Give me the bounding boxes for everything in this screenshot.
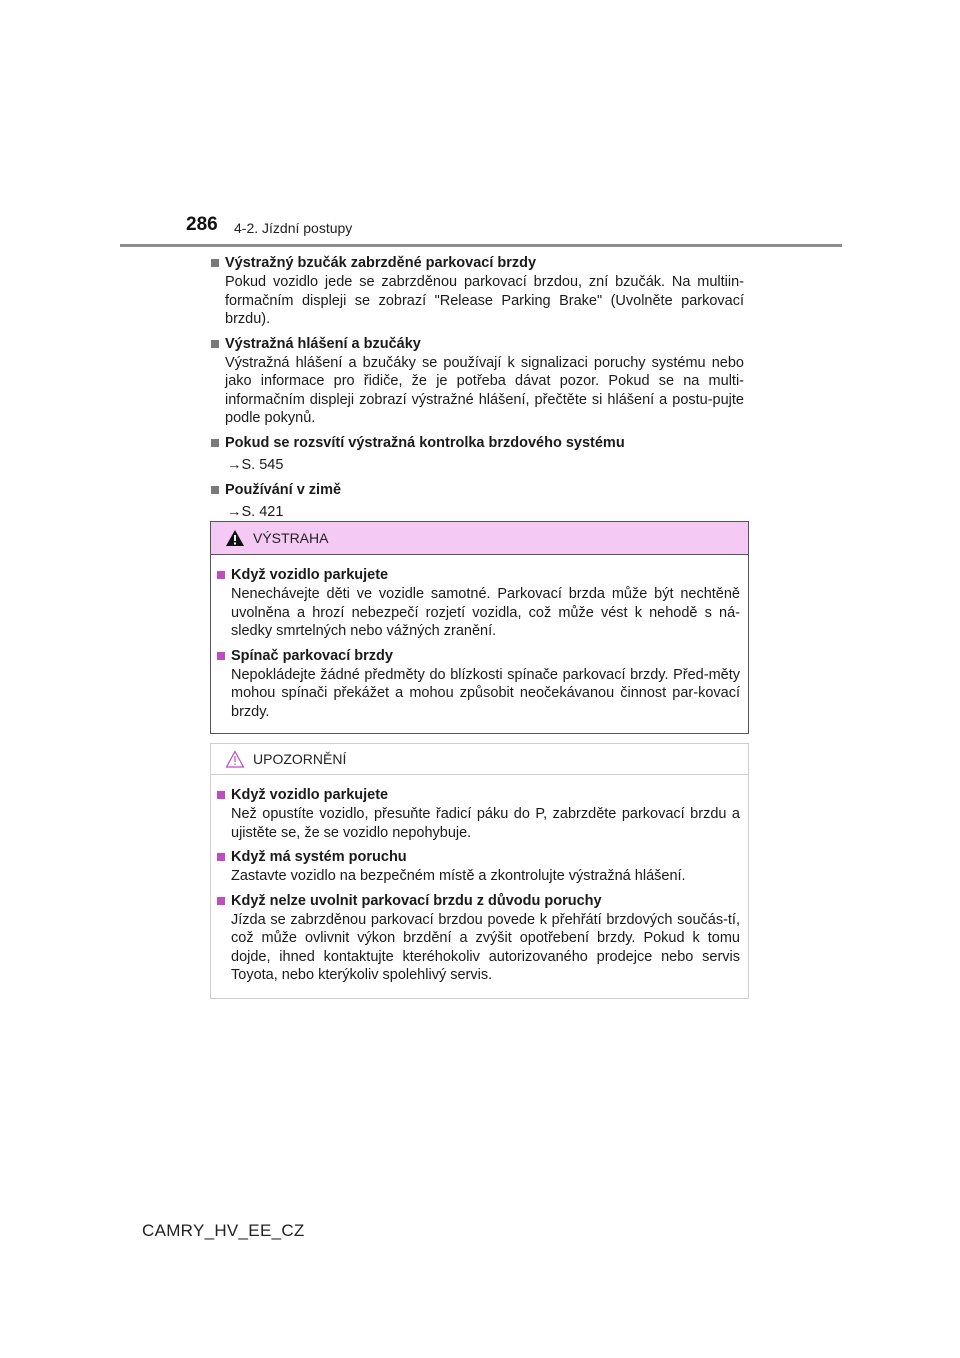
square-bullet-icon xyxy=(217,897,225,905)
square-bullet-icon xyxy=(211,340,219,348)
notice-box xyxy=(210,743,749,999)
item-title: Když vozidlo parkujete xyxy=(231,567,389,583)
document-code: CAMRY_HV_EE_CZ xyxy=(142,1221,305,1240)
item-title: Používání v zimě xyxy=(225,481,342,498)
list-item xyxy=(209,480,744,522)
list-item xyxy=(215,565,740,641)
section-title: 4-2. Jízdní postupy xyxy=(234,220,353,236)
square-bullet-icon xyxy=(211,486,219,494)
warning-box-title: VÝSTRAHA xyxy=(253,530,329,546)
item-title: Když vozidlo parkujete xyxy=(231,787,389,803)
item-body: Pokud vozidlo jede se zabrzděnou parkovací brzdou, zní bzučák. Na multiin-formačním displeji se zobrazí "Release Parking Brake" (Uvolněte parkovací brzdu). xyxy=(225,274,744,327)
caution-triangle-icon xyxy=(225,750,245,768)
item-title: Spínač parkovací brzdy xyxy=(231,647,393,664)
list-item xyxy=(209,433,744,475)
square-bullet-icon xyxy=(217,571,225,579)
square-bullet-icon xyxy=(211,439,219,447)
page-reference-link[interactable]: →S. 421 xyxy=(227,503,284,520)
warning-box xyxy=(210,521,749,734)
warning-box-header xyxy=(211,522,748,555)
item-body: Než opustíte vozidlo, přesuňte řadicí páku do P, zabrzděte parkovací brzdu a ujistěte se, že se vozidlo nepohybuje. xyxy=(231,806,740,841)
item-title: Když nelze uvolnit parkovací brzdu z důvodu poruchy xyxy=(231,892,602,909)
item-title: Pokud se rozsvítí výstražná kontrolka brzdového systému xyxy=(225,434,625,451)
list-item xyxy=(209,253,744,329)
list-item xyxy=(209,334,744,428)
main-content xyxy=(209,253,744,527)
item-body: Nepokládejte žádné předměty do blízkosti spínače parkovací brzdy. Před-měty mohou spínači překážet a mohou způsobit neočekávanou činnost par-kovací brzdy. xyxy=(231,666,740,720)
item-title: Výstražný bzučák zabrzděné parkovací brzdy xyxy=(225,255,537,271)
notice-box-title: UPOZORNĚNÍ xyxy=(253,751,347,767)
header-divider xyxy=(120,244,842,247)
page-number: 286 xyxy=(186,214,218,235)
item-title: Výstražná hlášení a bzučáky xyxy=(225,335,421,352)
list-item xyxy=(215,646,740,722)
square-bullet-icon xyxy=(217,791,225,799)
list-item xyxy=(215,891,740,985)
square-bullet-icon xyxy=(211,259,219,267)
item-body: Jízda se zabrzděnou parkovací brzdou povede k přehřátí brzdových součás-tí, což může ovlivnit výkon brzdění a zvýšit opotřebení brzdy. Pokud k tomu dojde, ihned kontaktujte kteréhokoliv autorizovaného prodejce nebo servis Toyota, nebo kterýkoliv spolehlivý servis. xyxy=(231,911,740,983)
item-body: Výstražná hlášení a bzučáky se používají k signalizaci poruchy systému nebo jako informace pro řidiče, že je potřeba dávat pozor. Pokud se na multi-informačním displeji zobrazí výstražné hlášení, přečtěte si hlášení a postu-pujte podle pokynů. xyxy=(225,354,744,426)
square-bullet-icon xyxy=(217,652,225,660)
list-item xyxy=(215,847,740,886)
notice-box-header xyxy=(211,744,748,775)
square-bullet-icon xyxy=(217,853,225,861)
item-body: Zastavte vozidlo na bezpečném místě a zkontrolujte výstražná hlášení. xyxy=(231,868,686,884)
page-reference-link[interactable]: →S. 545 xyxy=(227,456,284,473)
item-title: Když má systém poruchu xyxy=(231,849,407,865)
list-item xyxy=(215,785,740,842)
warning-triangle-icon xyxy=(225,529,245,547)
item-body: Nenechávejte děti ve vozidle samotné. Parkovací brzda může být nechtěně uvolněna a hrozí nebezpečí rozjetí vozidla, což může vést k nehodě s ná-sledky smrtelných nebo vážných zranění. xyxy=(231,586,740,639)
